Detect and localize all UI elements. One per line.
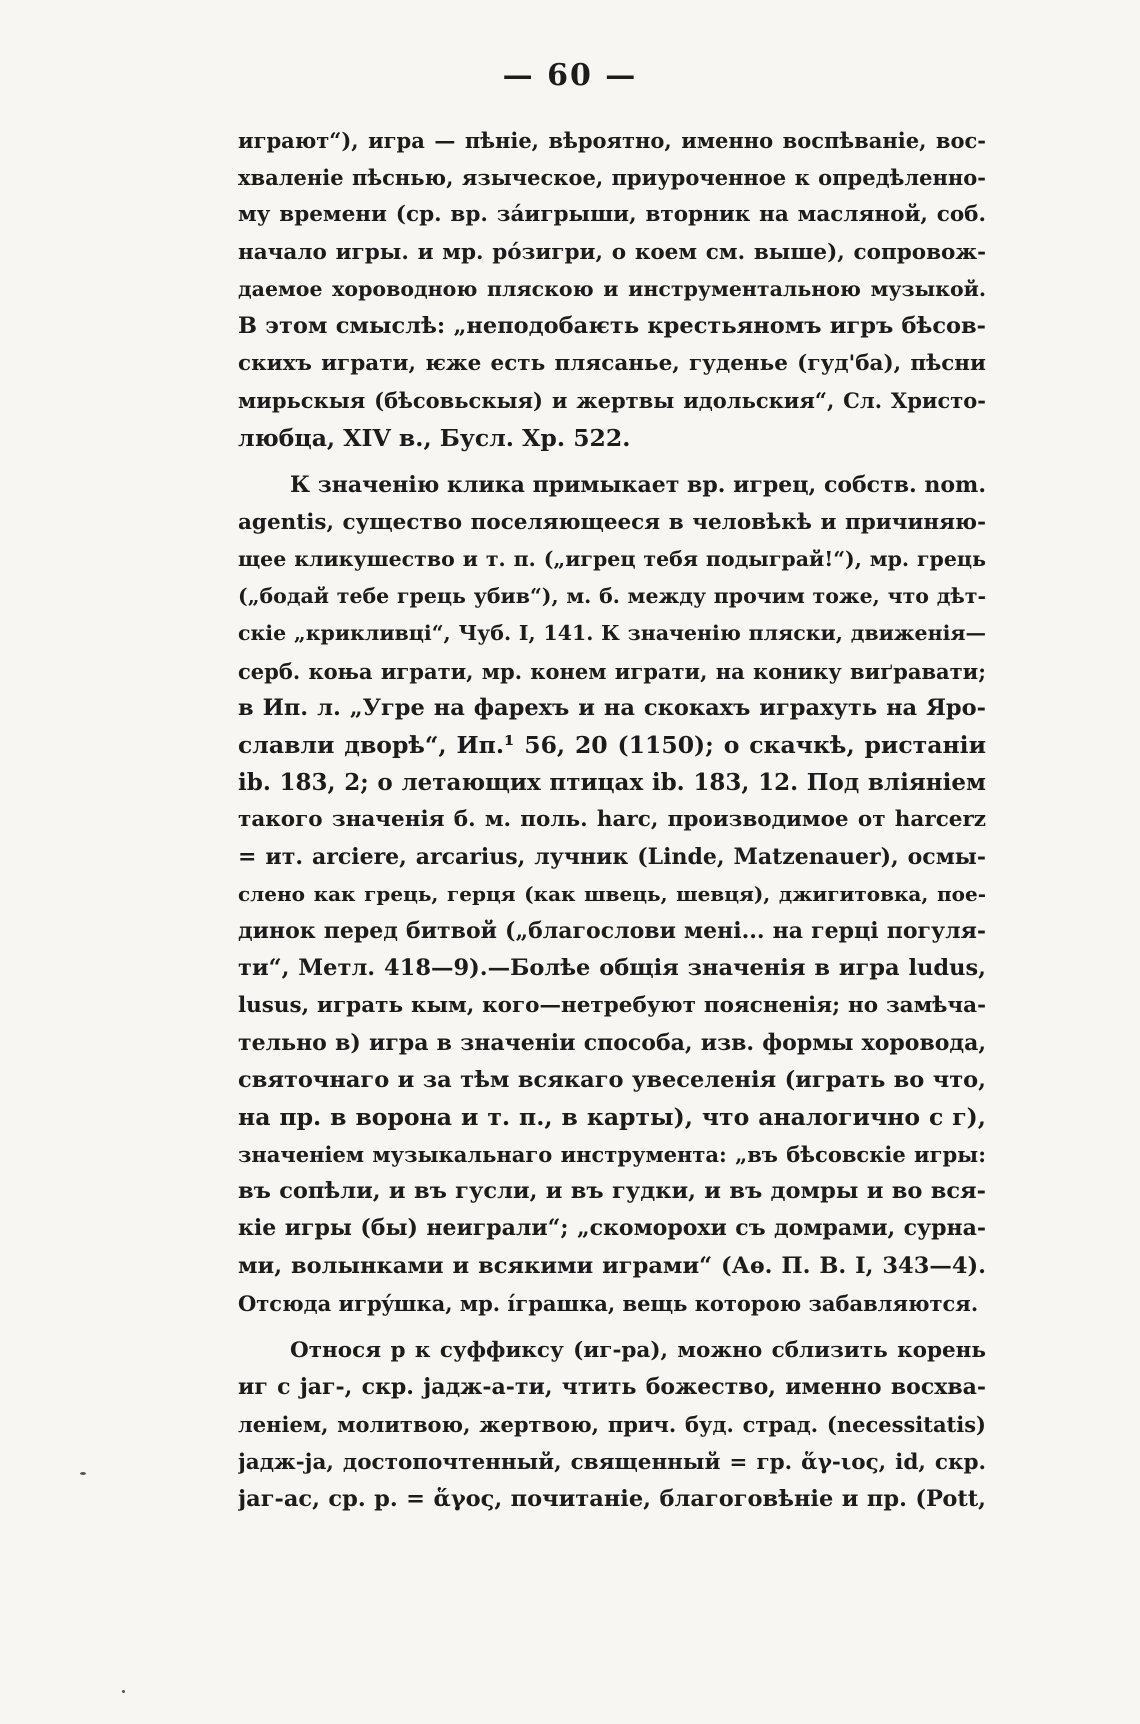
text-line: мирьскыя (бѣсовьскыя) и жертвы идольския“, Сл. Христо-: [238, 388, 986, 414]
paragraph-2: [238, 467, 986, 1322]
text-line: в Ип. л. „Угре на фарехъ и на скокахъ играхуть на Яро-: [238, 694, 986, 721]
text-line: славли дворѣ“, Ип.¹ 56, 20 (1150); о скачкѣ, ристаніи: [238, 731, 986, 759]
scan-speck: [80, 1472, 86, 1475]
text-line: леніем, молитвою, жертвою, прич. буд. страд. (necessitatis): [238, 1412, 986, 1438]
text-line: Относя р к суффиксу (иг-ра), можно сблизить корень: [290, 1338, 986, 1363]
text-line: ми, волынками и всякими играми“ (Аѳ. П. В. I, 343—4).: [238, 1252, 986, 1279]
text-line: jадж-ja, достопочтенный, священный = гр. ἅγ-ιος, id, скр.: [238, 1449, 986, 1475]
text-line: тельно в) игра в значеніи способа, изв. формы хоровода,: [238, 1029, 986, 1056]
text-line: („бодай тебе грець убив“), м. б. между прочим тоже, что дѣт-: [238, 584, 986, 609]
text-line: = ит. arciere, arcarius, лучник (Linde, Matzenauer), осмы-: [238, 843, 986, 870]
text-line: Отсюда игрýшка, мр. íграшка, вещь которою забавляются.: [238, 1290, 979, 1316]
text-line: серб. коња играти, мр. конем играти, на конику виґравати;: [238, 658, 986, 684]
body-text: [238, 122, 986, 1518]
text-line: иг с jaг-, скр. jадж-а-ти, чтить божество, именно восхва-: [238, 1374, 986, 1401]
text-line: ти“, Метл. 418—9).—Болѣе общія значенія в игра ludus,: [238, 955, 986, 982]
text-line: слено как грець, герця (как швець, шевця), джигитовка, пое-: [238, 881, 986, 906]
text-line: начало игры. и мр. рóзигри, о коем см. выше), сопровож-: [238, 239, 986, 265]
text-line: такого значенія б. м. поль. harc, производимое от harcerz: [238, 807, 986, 833]
text-line: играют“), игра — пѣніе, вѣроятно, именно воспѣваніе, вос-: [238, 128, 986, 153]
text-line: В этом смыслѣ: „неподобаѥть крестьяномъ игръ бѣсов-: [238, 312, 986, 339]
text-line: agentis, существо поселяющееся в человѣкѣ и причиняю-: [238, 509, 986, 535]
paragraph-3: [238, 1332, 986, 1518]
text-line: му времени (ср. вр. зáигрыши, вторник на масляной, соб.: [238, 202, 986, 228]
text-line: значеніем музыкальнаго инструмента: „въ бѣсовскіе игры:: [238, 1142, 986, 1168]
text-line: хваленіе пѣснью, языческое, приуроченное к опредѣленно-: [238, 165, 986, 191]
text-line: даемое хороводною пляскою и инструментальною музыкой.: [238, 276, 986, 301]
text-line: ib. 183, 2; о летающих птицах ib. 183, 12. Под вліяніем: [238, 769, 986, 797]
text-line: lusus, играть кым, кого—нетребуют поясненія; но замѣча-: [238, 993, 986, 1019]
text-line: любца, XIV в., Бусл. Хр. 522.: [238, 423, 631, 452]
text-line: щее кликушество и т. п. („игрец тебя подыграй!“), мр. грець: [238, 547, 986, 572]
scan-speck: [122, 1690, 125, 1693]
paragraph-1: [238, 122, 986, 457]
text-line: въ сопѣли, и въ гусли, и въ гудки, и въ домры и во вся-: [238, 1178, 986, 1205]
text-line: скихъ играти, ѥже есть плясанье, гуденье (гуд'ба), пѣсни: [238, 351, 986, 377]
page-number: — 60 —: [502, 58, 638, 93]
text-line: кіе игры (бы) неиграли“; „скоморохи съ домрами, сурна-: [238, 1215, 986, 1242]
text-line: динок перед битвой („благослови мені... на герці погуля-: [238, 917, 986, 944]
text-line: на пр. в ворона и т. п., в карты), что аналогично с г),: [238, 1102, 986, 1131]
text-line: святочнаго и за тѣм всякаго увеселенія (играть во что,: [238, 1066, 986, 1093]
text-line: К значенію клика примыкает вр. игрец, собств. nom.: [290, 471, 986, 498]
text-line: jaг-ас, ср. р. = ἅγος, почитаніе, благоговѣніе и пр. (Pott,: [238, 1485, 986, 1512]
text-line: скіе „крикливці“, Чуб. I, 141. К значенію пляски, движенія—: [238, 621, 986, 646]
